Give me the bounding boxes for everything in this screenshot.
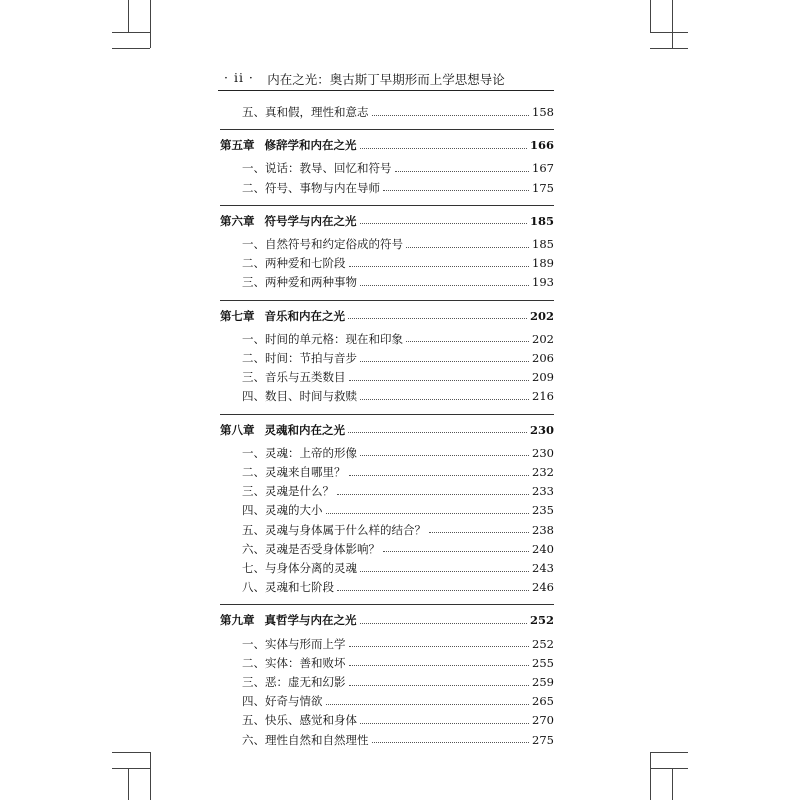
toc-page-number: 252 [532, 636, 554, 651]
toc-entry-label [220, 137, 357, 153]
leader-dots [337, 494, 529, 495]
chapter-title: 音乐和内在之光 [264, 308, 345, 323]
toc-section-entry[interactable] [220, 180, 554, 198]
toc-entry-label: 一、时间的单元格：现在和印象 [242, 331, 403, 346]
toc-page-number: 167 [532, 161, 554, 176]
toc-page-number: 243 [532, 561, 554, 575]
toc-entry-label: 四、数目、时间与救赎 [242, 389, 357, 404]
toc-page-number: 238 [532, 522, 554, 537]
toc-entry-label: 五、快乐、感觉和身体 [242, 713, 357, 728]
toc-entry-label: 三、两种爱和两种事物 [242, 275, 357, 290]
toc-entry-label: 二、两种爱和七阶段 [242, 256, 346, 271]
toc-entry-label [220, 422, 345, 438]
running-header [218, 64, 554, 91]
toc-section-entry[interactable] [220, 655, 554, 673]
crop-mark-bottom-right-v2 [672, 768, 673, 800]
leader-dots [429, 532, 529, 533]
toc-entry-label: 五、灵魂与身体属于什么样的结合？ [242, 522, 426, 537]
chapter-number: 第九章 [220, 613, 255, 628]
toc-entry-label: 三、恶：虚无和幻影 [242, 675, 346, 689]
toc-page-number: 265 [532, 694, 554, 709]
leader-dots [372, 742, 530, 743]
crop-mark-bottom-left-v [150, 752, 151, 800]
toc-entry-label: 一、实体与形而上学 [242, 636, 346, 651]
toc-page-number: 206 [532, 351, 554, 365]
toc-page-number: 193 [532, 275, 554, 290]
toc-entry-label [220, 612, 357, 628]
toc-page-number: 175 [532, 180, 554, 195]
toc-page-number: 275 [532, 732, 554, 747]
crop-mark-bottom-right-h2 [650, 768, 688, 769]
toc-entry-label [220, 213, 357, 229]
leader-dots [360, 723, 529, 724]
toc-section-entry[interactable] [220, 636, 554, 654]
toc-section-entry[interactable] [220, 350, 554, 368]
leader-dots [326, 513, 530, 514]
leader-dots [395, 171, 530, 172]
toc-entry-label [220, 308, 345, 324]
toc-section-entry[interactable] [220, 522, 554, 540]
leader-dots [326, 704, 530, 705]
toc-chapter-entry[interactable] [220, 137, 554, 155]
toc-page-number: 240 [532, 541, 554, 556]
crop-mark-top-right-h [650, 32, 688, 33]
leader-dots [349, 665, 530, 666]
leader-dots [383, 190, 529, 191]
toc-section-entry[interactable] [220, 160, 554, 178]
toc-entry-label: 七、与身体分离的灵魂 [242, 561, 357, 575]
toc-section-entry[interactable] [220, 445, 554, 463]
toc-page-number: 259 [532, 675, 554, 689]
toc-entry-label: 四、灵魂的大小 [242, 503, 323, 518]
crop-mark-bottom-left-h [112, 752, 150, 753]
toc-section-entry[interactable] [220, 255, 554, 273]
chapter-title: 符号学与内在之光 [264, 213, 357, 228]
toc-entry-label: 二、时间：节拍与音步 [242, 351, 357, 365]
toc-page-number: 158 [532, 105, 554, 119]
leader-dots [348, 432, 527, 433]
toc-page-number: 185 [529, 213, 554, 228]
leader-dots [360, 571, 529, 572]
toc-entry-label: 一、自然符号和约定俗成的符号 [242, 237, 403, 251]
leader-dots [360, 361, 529, 362]
toc-entry-label: 三、音乐与五类数目 [242, 370, 346, 385]
crop-mark-top-left-h2 [112, 48, 150, 49]
crop-mark-top-left-v2 [150, 0, 151, 48]
leader-dots [406, 341, 529, 342]
leader-dots [406, 247, 529, 248]
leader-dots [360, 223, 527, 224]
toc-page-number: 202 [529, 308, 554, 323]
leader-dots [360, 399, 529, 400]
chapter-title: 真哲学与内在之光 [264, 613, 357, 628]
leader-dots [383, 551, 529, 552]
toc-section-entry[interactable] [220, 712, 554, 730]
crop-mark-top-left-h [112, 32, 150, 33]
leader-dots [360, 148, 527, 149]
toc-entry-label: 三、灵魂是什么？ [242, 484, 334, 499]
leader-dots [349, 380, 530, 381]
chapter-number: 第八章 [220, 422, 255, 437]
crop-mark-bottom-left-h2 [112, 768, 150, 769]
toc-page-number: 233 [532, 484, 554, 499]
crop-mark-bottom-left-v2 [128, 768, 129, 800]
leader-dots [349, 646, 530, 647]
crop-mark-top-right-h2 [650, 48, 688, 49]
toc-section-entry[interactable] [220, 104, 554, 122]
toc-entry-label: 六、灵魂是否受身体影响？ [242, 541, 380, 556]
page-number-marker: · ii · [224, 70, 254, 85]
leader-dots [360, 285, 529, 286]
toc-entry-label: 二、灵魂来自哪里？ [242, 465, 346, 479]
toc-page-number: 166 [529, 138, 554, 153]
toc-page-number: 230 [532, 445, 554, 460]
toc-section-entry[interactable] [220, 236, 554, 254]
toc-section-entry[interactable] [220, 464, 554, 482]
chapter-divider [220, 129, 554, 130]
toc-entry-label: 一、说话：教导、回忆和符号 [242, 161, 392, 176]
toc-section-entry[interactable] [220, 560, 554, 578]
leader-dots [360, 455, 529, 456]
toc-entry-label: 五、真和假，理性和意志 [242, 105, 369, 119]
leader-dots [337, 590, 529, 591]
chapter-divider [220, 300, 554, 301]
toc-section-entry[interactable] [220, 369, 554, 387]
leader-dots [349, 475, 530, 476]
toc-entry-label: 八、灵魂和七阶段 [242, 580, 334, 595]
chapter-title: 修辞学和内在之光 [264, 138, 357, 153]
leader-dots [360, 623, 527, 624]
toc-section-entry[interactable] [220, 579, 554, 597]
toc-entry-label: 六、理性自然和自然理性 [242, 732, 369, 747]
crop-mark-bottom-right-h [650, 752, 688, 753]
toc-section-entry[interactable] [220, 274, 554, 292]
toc-page-number: 216 [532, 389, 554, 404]
book-title: 内在之光：奥古斯丁早期形而上学思想导论 [267, 72, 505, 87]
toc-section-entry[interactable] [220, 388, 554, 406]
leader-dots [349, 266, 530, 267]
toc-entry-label: 二、实体：善和败坏 [242, 655, 346, 670]
toc-page-number: 270 [532, 713, 554, 728]
toc-page-number: 246 [532, 580, 554, 595]
chapter-divider [220, 604, 554, 605]
toc-section-entry[interactable] [220, 693, 554, 711]
leader-dots [349, 685, 530, 686]
chapter-divider [220, 414, 554, 415]
leader-dots [372, 115, 530, 116]
toc-entry-label: 一、灵魂：上帝的形像 [242, 445, 357, 460]
toc-section-entry[interactable] [220, 483, 554, 501]
toc-page-number: 189 [532, 256, 554, 271]
crop-mark-top-left-v [128, 0, 129, 32]
toc-chapter-entry[interactable] [220, 308, 554, 326]
toc-page-number: 252 [529, 613, 554, 628]
toc-page-number: 235 [532, 503, 554, 518]
chapter-title: 灵魂和内在之光 [264, 422, 345, 437]
chapter-number: 第五章 [220, 138, 255, 153]
toc-entry-label: 二、符号、事物与内在导师 [242, 180, 380, 195]
crop-mark-top-right-v [650, 0, 651, 32]
toc-section-entry[interactable] [220, 732, 554, 750]
toc-page-number: 232 [532, 465, 554, 479]
crop-mark-bottom-right-v [650, 752, 651, 800]
toc-chapter-entry[interactable] [220, 422, 554, 440]
toc-entry-label: 四、好奇与情欲 [242, 694, 323, 709]
toc-page-number: 185 [532, 237, 554, 251]
toc-page-number: 230 [529, 422, 554, 437]
crop-mark-top-right-v2 [672, 0, 673, 48]
toc-chapter-entry[interactable] [220, 213, 554, 231]
toc-section-entry[interactable] [220, 541, 554, 559]
chapter-number: 第七章 [220, 308, 255, 323]
leader-dots [348, 318, 527, 319]
toc-chapter-entry[interactable] [220, 612, 554, 630]
chapter-divider [220, 205, 554, 206]
toc-page-number: 255 [532, 655, 554, 670]
toc-section-entry[interactable] [220, 331, 554, 349]
toc-page-number: 202 [532, 331, 554, 346]
toc-section-entry[interactable] [220, 502, 554, 520]
chapter-number: 第六章 [220, 213, 255, 228]
toc-page-number: 209 [532, 370, 554, 385]
toc-section-entry[interactable] [220, 674, 554, 692]
